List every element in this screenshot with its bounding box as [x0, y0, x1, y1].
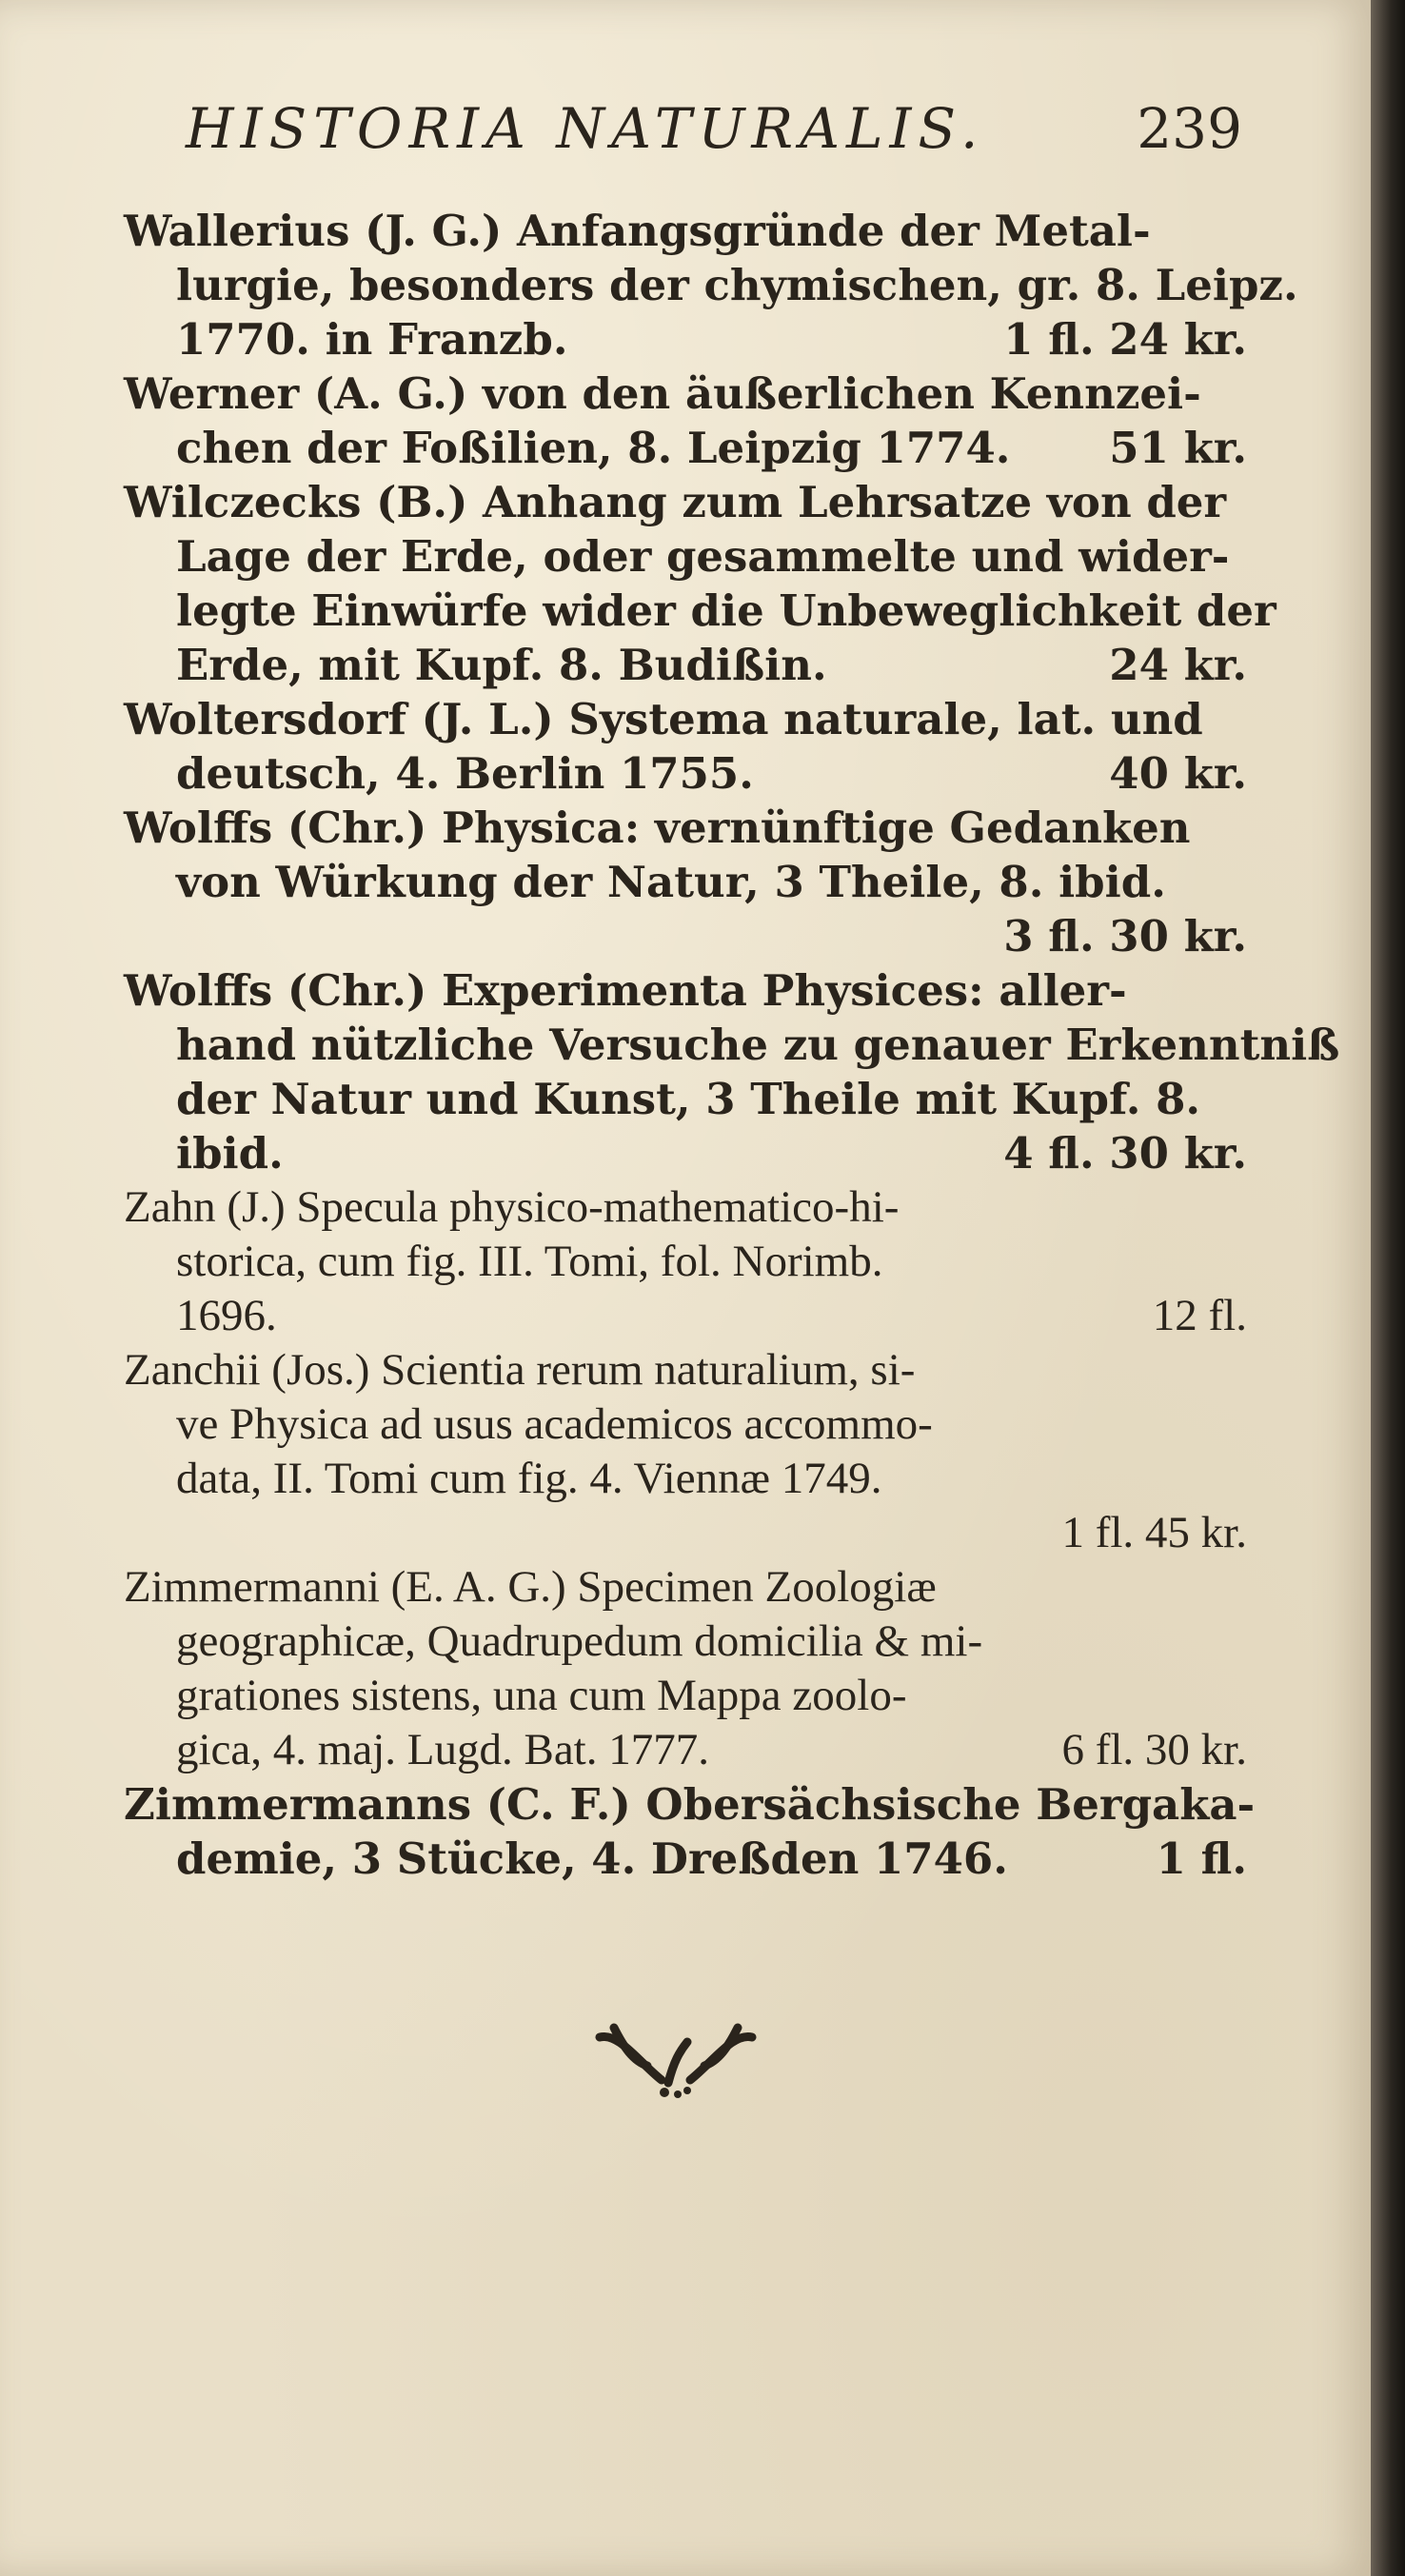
text-line [124, 529, 1247, 584]
line-text: legte Einwürfe wider die Unbeweglichkeit der [176, 585, 1276, 636]
text-line [124, 746, 1247, 801]
line-text: 1770. in Franzb. [176, 314, 568, 365]
page-gutter-edge [1371, 0, 1405, 2576]
price-label: 1 fl. 45 kr. [1061, 1508, 1247, 1557]
text-line [124, 584, 1276, 638]
text-line [124, 963, 1247, 1018]
text-line [124, 1126, 1247, 1180]
line-text: grationes sistens, una cum Mappa zoolo- [176, 1671, 907, 1720]
line-text: 1696. [176, 1291, 277, 1340]
line-text: Werner (A. G.) von den äußerlichen Kennzei- [124, 368, 1201, 419]
text-line [124, 1777, 1256, 1832]
line-text: Erde, mit Kupf. 8. Budißin. [176, 640, 827, 690]
line-text: Wolffs (Chr.) Experimenta Physices: aller- [124, 965, 1127, 1016]
line-text: Woltersdorf (J. L.) Systema naturale, lat. und [124, 694, 1203, 744]
line-text: Zimmermanns (C. F.) Obersächsische Bergaka- [124, 1779, 1256, 1830]
text-line [124, 258, 1298, 312]
fleuron-ornament-icon [581, 2009, 771, 2104]
price-label: 4 fl. 30 kr. [1003, 1128, 1247, 1179]
text-line [124, 692, 1247, 746]
text-line [124, 1343, 1247, 1397]
line-text: Wilczecks (B.) Anhang zum Lehrsatze von der [124, 477, 1227, 527]
running-title: HISTORIA NATURALIS. [186, 96, 985, 161]
text-line [124, 1832, 1247, 1886]
text-line [124, 1723, 1247, 1777]
text-line [124, 1506, 1247, 1560]
text-line [124, 475, 1247, 529]
text-line [124, 855, 1247, 909]
page-number: 239 [1137, 96, 1242, 161]
line-text: deutsch, 4. Berlin 1755. [176, 748, 754, 799]
text-line [124, 1180, 1247, 1235]
text-line [124, 1452, 1247, 1506]
price-label: 24 kr. [1109, 640, 1247, 690]
line-text: Wallerius (J. G.) Anfangsgründe der Metal- [124, 206, 1151, 256]
text-line [124, 421, 1247, 475]
line-text: lurgie, besonders der chymischen, gr. 8. Leipz. [176, 260, 1298, 310]
page-header [186, 86, 1242, 171]
line-text: ibid. [176, 1128, 284, 1179]
line-text: geographicæ, Quadrupedum domicilia & mi- [176, 1616, 983, 1666]
line-text: data, II. Tomi cum fig. 4. Viennæ 1749. [176, 1454, 882, 1503]
line-text: Lage der Erde, oder gesammelte und wider- [176, 531, 1230, 582]
line-text: demie, 3 Stücke, 4. Dreßden 1746. [176, 1833, 1008, 1884]
price-label: 12 fl. [1152, 1291, 1247, 1340]
text-line [124, 1560, 1247, 1615]
text-line [124, 1018, 1340, 1072]
line-text: storica, cum fig. III. Tomi, fol. Norimb. [176, 1237, 883, 1286]
line-text: Zahn (J.) Specula physico-mathematico-hi- [124, 1182, 900, 1232]
line-text: gica, 4. maj. Lugd. Bat. 1777. [176, 1725, 709, 1774]
text-line [124, 1072, 1247, 1126]
price-label: 6 fl. 30 kr. [1061, 1725, 1247, 1774]
line-text: hand nützliche Versuche zu genauer Erkenntniß [176, 1020, 1340, 1070]
text-line [124, 312, 1247, 367]
price-label: 40 kr. [1109, 748, 1247, 799]
text-line [124, 909, 1247, 963]
price-label: 1 fl. [1156, 1833, 1247, 1884]
text-line [124, 1397, 1247, 1452]
price-label: 1 fl. 24 kr. [1003, 314, 1247, 365]
line-text: ve Physica ad usus academicos accommo- [176, 1399, 933, 1449]
text-line [124, 1235, 1247, 1289]
line-text: chen der Foßilien, 8. Leipzig 1774. [176, 423, 1011, 473]
price-label: 3 fl. 30 kr. [1003, 911, 1247, 961]
line-text: Zanchii (Jos.) Scientia rerum naturalium, si- [124, 1345, 916, 1395]
text-line [124, 367, 1247, 421]
text-line [124, 638, 1247, 692]
text-line [124, 801, 1247, 855]
text-line [124, 204, 1247, 258]
price-label: 51 kr. [1109, 423, 1247, 473]
line-text: Zimmermanni (E. A. G.) Specimen Zoologiæ [124, 1562, 937, 1612]
line-text: Wolffs (Chr.) Physica: vernünftige Gedanken [124, 803, 1191, 853]
line-text: von Würkung der Natur, 3 Theile, 8. ibid. [176, 857, 1166, 907]
text-line [124, 1289, 1247, 1343]
text-line [124, 1669, 1247, 1723]
text-line [124, 1615, 1247, 1669]
line-text: der Natur und Kunst, 3 Theile mit Kupf. 8. [176, 1074, 1201, 1124]
bibliography-entries [124, 204, 1340, 1886]
